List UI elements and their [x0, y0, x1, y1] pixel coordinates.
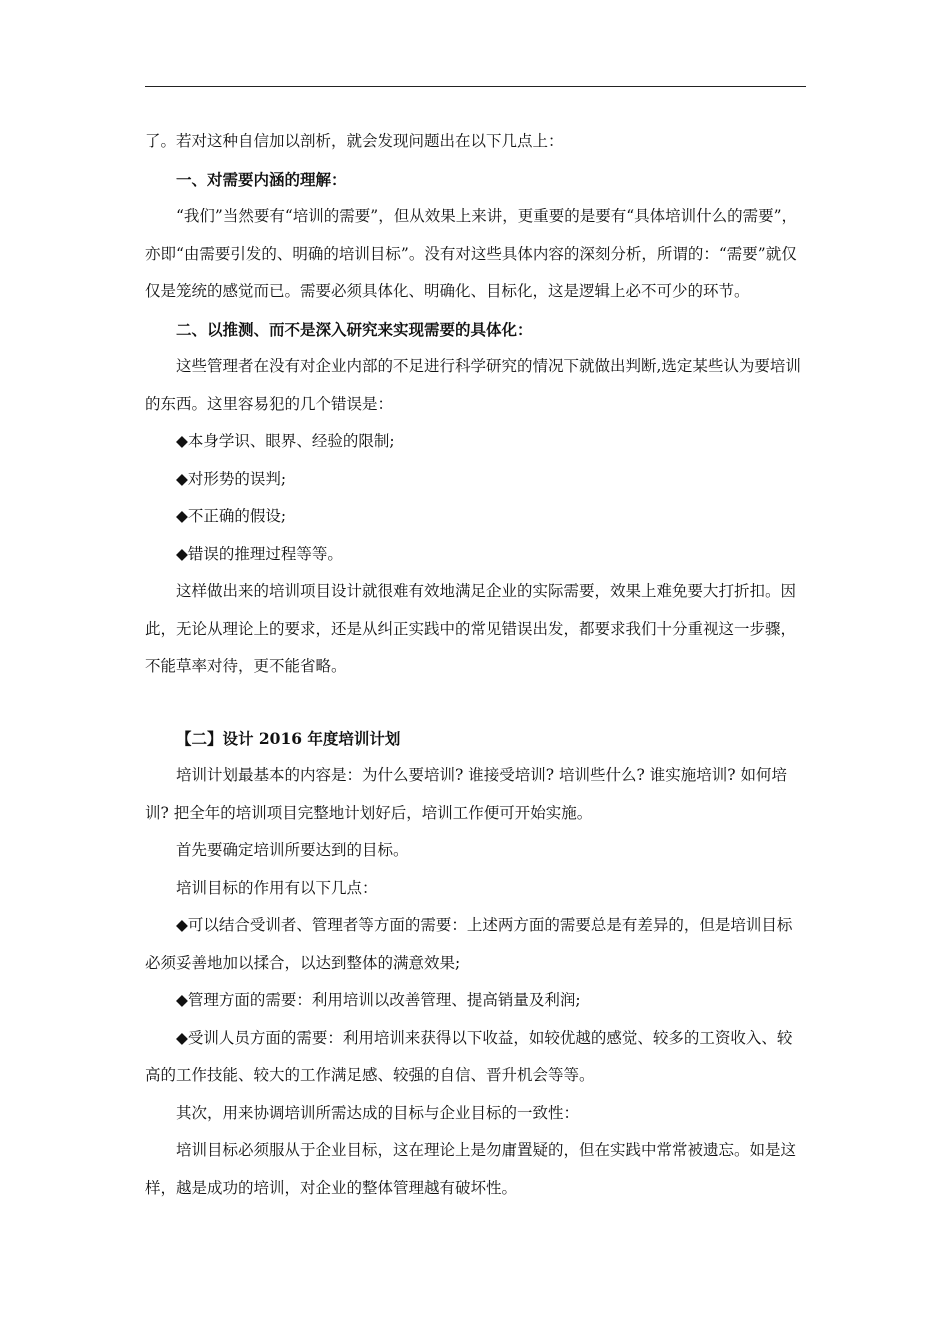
point2-body: 这些管理者在没有对企业内部的不足进行科学研究的情况下就做出判断,选定某些认为要培训的东西。这里容易犯的几个错误是： [145, 357, 801, 413]
bullet-item: ◆本身学识、眼界、经验的限制; [176, 432, 395, 450]
section-spacer [145, 686, 806, 720]
document-body [145, 123, 806, 1207]
section2-para4: 其次，用来协调培训所需达成的目标与企业目标的一致性： [176, 1103, 580, 1122]
section2-heading: 【二】设计 2016 年度培训计划 [176, 728, 401, 748]
intro-line: 了。若对这种自信加以剖析，就会发现问题出在以下几点上： [145, 132, 564, 150]
point1-heading: 一、对需要内涵的理解： [176, 169, 347, 189]
bullet-item: ◆可以结合受训者、管理者等方面的需要：上述两方面的需要总是有差异的，但是培训目标必须妥善地加以揉合，以达到整体的满意效果; [145, 916, 793, 972]
section2-para2: 首先要确定培训所要达到的目标。 [176, 841, 409, 859]
section2-para3: 培训目标的作用有以下几点： [176, 878, 378, 897]
bullet-item: ◆不正确的假设; [176, 507, 287, 525]
header-rule [145, 86, 806, 87]
point2-conclusion: 这样做出来的培训项目设计就很难有效地满足企业的实际需要，效果上难免要大打折扣。因此，无论从理论上的要求，还是从纠正实践中的常见错误出发，都要求我们十分重视这一步骤，不能草率对待，更不能省略。 [145, 582, 797, 675]
bullet-item: ◆受训人员方面的需要：利用培训来获得以下收益，如较优越的感觉、较多的工资收入、较高的工作技能、较大的工作满足感、较强的自信、晋升机会等等。 [145, 1028, 793, 1084]
bullet-item: ◆对形势的误判; [176, 469, 287, 488]
point2-heading: 二、以推测、而不是深入研究来实现需要的具体化： [176, 319, 533, 339]
section2-para5: 培训目标必须服从于企业目标，这在理论上是勿庸置疑的，但在实践中常常被遗忘。如是这样，越是成功的培训，对企业的整体管理越有破坏性。 [145, 1141, 797, 1197]
bullet-item: ◆错误的推理过程等等。 [176, 544, 343, 563]
point1-body: “我们”当然要有“培训的需要”，但从效果上来讲，更重要的是要有“具体培训什么的需要”，亦即“由需要引发的、明确的培训目标”。没有对这些具体内容的深刻分析，所谓的：“需要”就仅仅是笼统的感觉而已。需要必须具体化、明确化、目标化，这是逻辑上必不可少的环节。 [145, 207, 798, 300]
bullet-item: ◆管理方面的需要：利用培训以改善管理、提高销量及利润; [176, 991, 581, 1009]
section2-para1: 培训计划最基本的内容是：为什么要培训? 谁接受培训? 培训些什么? 谁实施培训? 如何培训? 把全年的培训项目完整地计划好后，培训工作便可开始实施。 [145, 766, 787, 822]
